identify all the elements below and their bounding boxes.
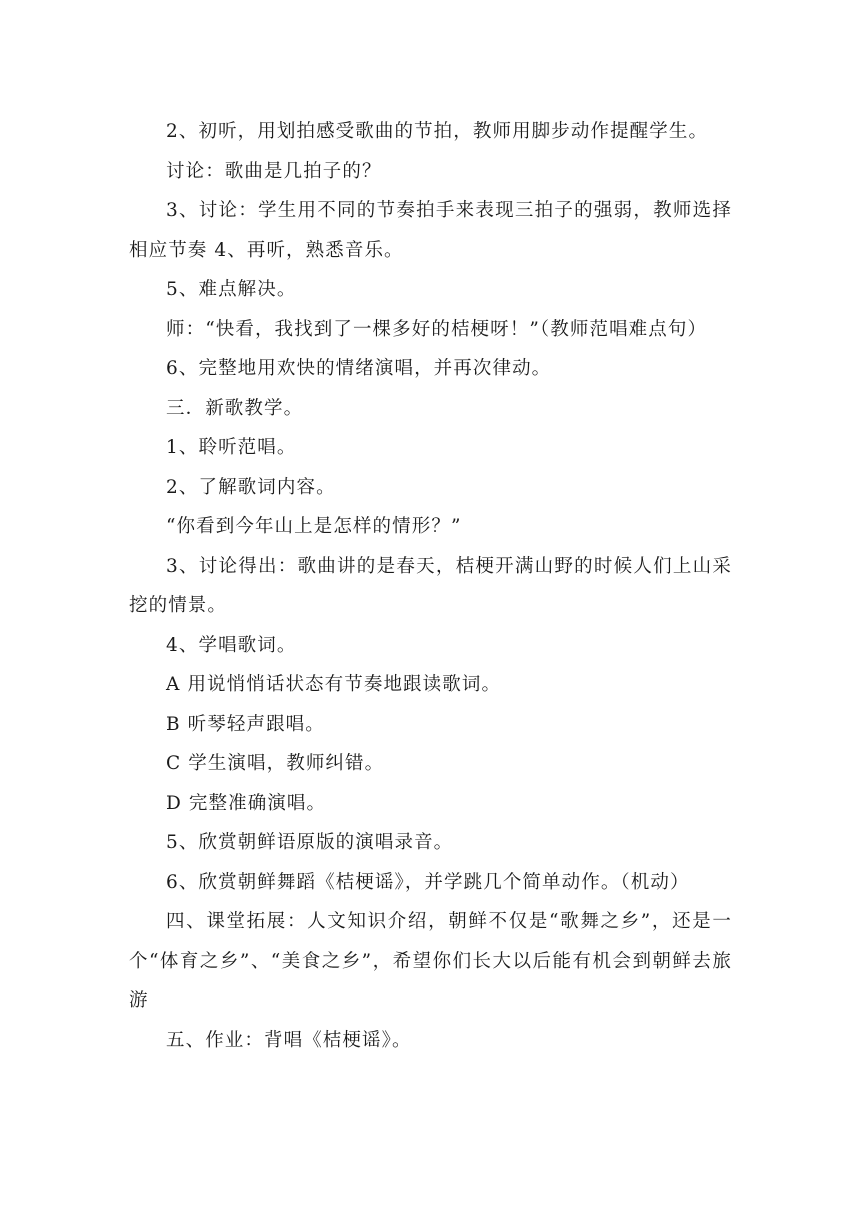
paragraph: C 学生演唱，教师纠错。 (166, 753, 385, 774)
paragraph: 讨论：歌曲是几拍子的？ (166, 160, 382, 182)
paragraph: “你看到今年山上是怎样的情形？” (166, 516, 462, 537)
paragraph: 4、学唱歌词。 (166, 634, 297, 656)
paragraph: A 用说悄悄话状态有节奏地跟读歌词。 (166, 674, 502, 695)
paragraph: 6、完整地用欢快的情绪演唱，并再次律动。 (166, 358, 552, 379)
paragraph: 5、难点解决。 (166, 279, 297, 300)
paragraph: 2、了解歌词内容。 (166, 476, 336, 498)
section-heading: 五、作业：背唱《桔梗谣》。 (166, 1029, 412, 1051)
paragraph: 5、欣赏朝鲜语原版的演唱录音。 (166, 832, 454, 853)
paragraph: 3、讨论得出：歌曲讲的是春天，桔梗开满山野的时候人们上山采挖的情景。 (129, 555, 732, 616)
paragraph: 师：“快看，我找到了一棵多好的桔梗呀！”（教师范唱难点句） (166, 318, 708, 340)
section-heading: 三．新歌教学。 (166, 397, 304, 419)
document-body (129, 112, 732, 1060)
paragraph: D 完整准确演唱。 (166, 792, 327, 814)
paragraph: 2、初听，用划拍感受歌曲的节拍，教师用脚步动作提醒学生。 (166, 121, 709, 142)
paragraph: B 听琴轻声跟唱。 (166, 713, 325, 735)
paragraph: 6、欣赏朝鲜舞蹈《桔梗谣》，并学跳几个简单动作。（机动） (166, 871, 690, 893)
paragraph: 3、讨论：学生用不同的节奏拍手来表现三拍子的强弱，教师选择相应节奏 4、再听，熟悉音乐。 (129, 200, 732, 261)
paragraph: 1、聆听范唱。 (166, 437, 297, 458)
section-heading: 四、课堂拓展：人文知识介绍，朝鲜不仅是“歌舞之乡”，还是一个“体育之乡”、“美食之乡”，希望你们长大以后能有机会到朝鲜去旅游 (129, 911, 732, 1011)
